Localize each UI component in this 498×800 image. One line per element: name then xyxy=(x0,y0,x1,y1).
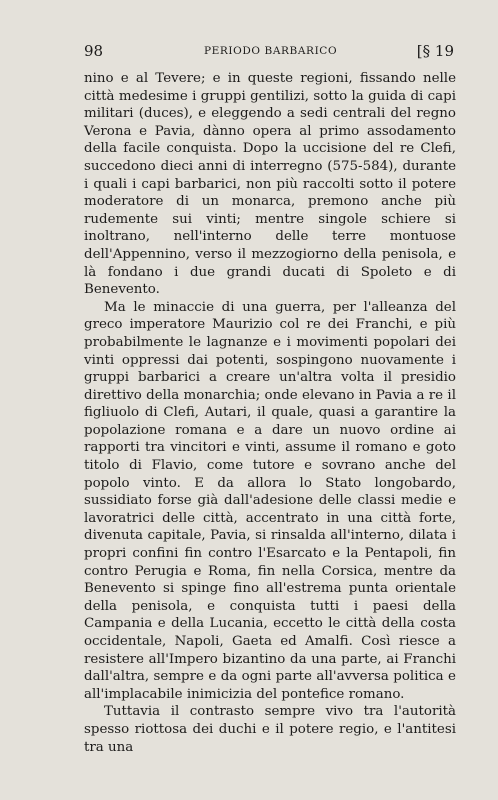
running-title: PERIODO BARBARICO xyxy=(204,45,338,57)
page-body xyxy=(84,70,456,756)
page-number: 98 xyxy=(84,42,104,60)
paragraph: Tuttavia il contrasto sempre vivo tra l'autorità spesso riottosa dei duchi e il potere regio, e l'antitesi tra una xyxy=(84,704,456,755)
paragraph: Ma le minaccie di una guerra, per l'alleanza del greco imperatore Maurizio col re dei Franchi, e più probabilmente le lagnanze e i movimenti popolari dei vinti oppressi dai potenti, sospingono nuovamente i gruppi barbarici a creare un'altra volta il presidio direttivo della monarchia; onde elevano in Pavia a re il figliuolo di Clefi, Autari, il quale, quasi a garantire la popolazione romana e a dare un nuovo ordine ai rapporti tra vincitori e vinti, assume il romano e goto titolo di Flavio, come tutore e sovrano anche del popolo vinto. E da allora lo Stato longobardo, sussidiato forse già dall'adesione delle classi medie e lavoratrici delle città, accentrato in una città forte, divenuta capitale, Pavia, si rinsalda all'interno, dilata i propri confini fin contro l'Esarcato e la Pentapoli, fin contro Perugia e Roma, fin nella Corsica, mentre da Benevento si spinge fino all'estrema punta orientale della penisola, e conquista tutti i paesi della Campania e della Lucania, eccetto le città della costa occidentale, Napoli, Gaeta ed Amalfi. Così riesce a resistere all'Impero bizantino da una parte, ai Franchi dall'altra, sempre e da ogni parte all'avversa politica e all'implacabile inimicizia del pontefice romano. xyxy=(84,299,456,702)
page-header xyxy=(84,42,454,62)
paragraph: nino e al Tevere; e in queste regioni, fissando nelle città medesime i gruppi gentilizi, sotto la guida di capi militari (duces), e eleggendo a sedi centrali del regno Verona e Pavia, dànno opera al primo assodamento della facile conquista. Dopo la uccisione del re Clefi, succedono dieci anni di interregno (575-584), durante i quali i capi barbarici, non più raccolti sotto il potere moderatore di un monarca, premono anche più rudemente sui vinti; mentre singole schiere si inoltrano, nell'interno delle terre montuose dell'Appennino, verso il mezzogiorno della penisola, e là fondano i due grandi ducati di Spoleto e di Benevento. xyxy=(84,71,456,298)
section-marker: [§ 19 xyxy=(416,42,454,60)
